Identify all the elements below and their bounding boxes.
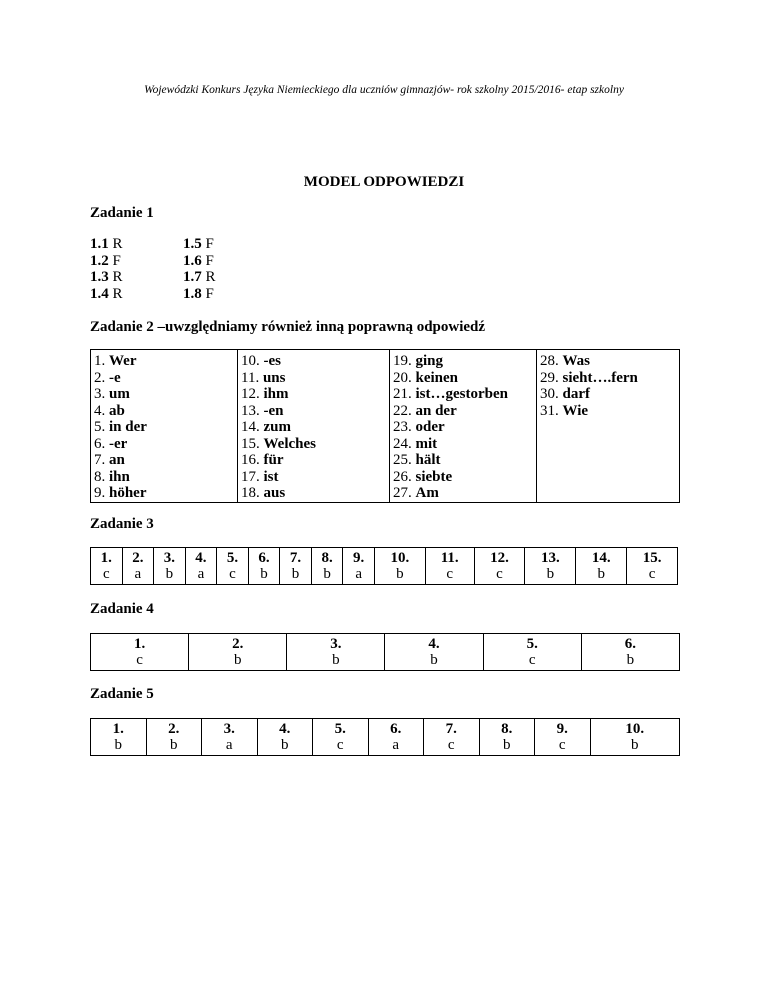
zadanie-2-column xyxy=(537,350,680,503)
answer-cell: 10. b xyxy=(374,548,425,585)
answer-cell: 3. a xyxy=(202,719,258,756)
zadanie-2-column xyxy=(238,350,390,503)
answer-item: 22. an der xyxy=(393,402,457,419)
answer-item: 18. aus xyxy=(241,485,286,501)
answer-cell: 4. a xyxy=(185,548,217,585)
answer-cell: 8. b xyxy=(311,548,343,585)
answer-cell: 4. b xyxy=(257,719,313,756)
answer-cell: 15. c xyxy=(627,548,678,585)
answer-item: 1.8 F xyxy=(183,285,214,302)
zadanie-2-column xyxy=(91,350,238,503)
answer-item: 3. um xyxy=(94,386,130,402)
answer-cell: 10. b xyxy=(590,719,680,756)
answer-cell: 11. c xyxy=(425,548,474,585)
answer-item: 15. Welches xyxy=(241,435,316,452)
zadanie-1-column-2 xyxy=(183,236,276,302)
answer-item: 28. Was xyxy=(540,353,591,369)
answer-cell: 6. a xyxy=(368,719,424,756)
zadanie-3-heading: Zadanie 3 xyxy=(90,516,154,532)
answer-item: 19. ging xyxy=(393,353,444,369)
answer-cell: 8. b xyxy=(479,719,535,756)
zadanie-5-table xyxy=(90,718,680,756)
zadanie-2-heading: Zadanie 2 –uwzględniamy również inną poprawną odpowiedź xyxy=(90,319,486,335)
answer-cell: 12. c xyxy=(474,548,525,585)
answer-item: 30. darf xyxy=(540,386,590,402)
answer-cell: 1. c xyxy=(91,548,123,585)
answer-cell: 2. b xyxy=(189,634,287,671)
answer-cell: 9. a xyxy=(343,548,375,585)
page-header: Wojewódzki Konkurs Języka Niemieckiego dla uczniów gimnazjów- rok szkolny 2015/2016- etap szkolny xyxy=(144,84,624,96)
zadanie-1-column-1 xyxy=(90,236,183,302)
answer-item: 1.4 R xyxy=(90,285,123,302)
answer-item: 1.5 F xyxy=(183,236,214,252)
zadanie-3-table xyxy=(90,547,678,585)
answer-item: 1.3 R xyxy=(90,269,123,285)
answer-item: 27. Am xyxy=(393,485,439,501)
answer-item: 7. an xyxy=(94,452,125,468)
answer-item: 12. ihm xyxy=(241,386,289,402)
answer-cell: 5. c xyxy=(217,548,249,585)
answer-cell: 3. b xyxy=(287,634,385,671)
answer-cell: 9. c xyxy=(535,719,591,756)
answer-item: 25. hält xyxy=(393,452,441,468)
answer-item: 24. mit xyxy=(393,435,438,452)
answer-item: 14. zum xyxy=(241,419,291,435)
answer-item: 17. ist xyxy=(241,468,279,485)
answer-item: 16. für xyxy=(241,452,284,468)
answer-cell: 4. b xyxy=(385,634,483,671)
zadanie-4-heading: Zadanie 4 xyxy=(90,601,154,617)
zadanie-2-column xyxy=(390,350,537,503)
answer-cell: 2. a xyxy=(122,548,154,585)
zadanie-1-answers xyxy=(90,236,276,302)
answer-item: 11. uns xyxy=(241,369,286,386)
answer-item: 1. Wer xyxy=(94,353,137,369)
answer-cell: 14. b xyxy=(576,548,627,585)
answer-item: 2. -e xyxy=(94,369,121,386)
answer-cell: 1. b xyxy=(91,719,147,756)
document-title: MODEL ODPOWIEDZI xyxy=(303,174,465,190)
answer-item: 5. in der xyxy=(94,419,147,435)
zadanie-4-table xyxy=(90,633,680,671)
answer-item: 29. sieht….fern xyxy=(540,369,638,386)
answer-item: 6. -er xyxy=(94,435,128,452)
answer-item: 1.7 R xyxy=(183,269,216,285)
answer-cell: 2. b xyxy=(146,719,202,756)
answer-item: 20. keinen xyxy=(393,369,459,386)
answer-cell: 3. b xyxy=(154,548,186,585)
answer-item: 1.2 F xyxy=(90,252,121,269)
answer-item: 10. -es xyxy=(241,353,281,369)
answer-item: 23. oder xyxy=(393,419,445,435)
answer-item: 1.6 F xyxy=(183,252,214,269)
answer-cell: 6. b xyxy=(248,548,280,585)
answer-item: 9. höher xyxy=(94,485,147,501)
answer-item: 31. Wie xyxy=(540,402,589,419)
answer-item: 1.1 R xyxy=(90,236,123,252)
answer-cell: 7. c xyxy=(424,719,480,756)
answer-cell: 13. b xyxy=(525,548,576,585)
answer-cell: 6. b xyxy=(581,634,679,671)
zadanie-1-heading: Zadanie 1 xyxy=(90,205,154,221)
zadanie-5-heading: Zadanie 5 xyxy=(90,686,154,702)
answer-item: 8. ihn xyxy=(94,468,130,485)
answer-item: 26. siebte xyxy=(393,468,453,485)
answer-cell: 1. c xyxy=(91,634,189,671)
answer-item: 21. ist…gestorben xyxy=(393,386,508,402)
answer-cell: 5. c xyxy=(483,634,581,671)
zadanie-2-table xyxy=(90,349,680,503)
answer-cell: 7. b xyxy=(280,548,312,585)
answer-cell: 5. c xyxy=(313,719,369,756)
answer-item: 13. -en xyxy=(241,402,284,419)
answer-item: 4. ab xyxy=(94,402,125,419)
